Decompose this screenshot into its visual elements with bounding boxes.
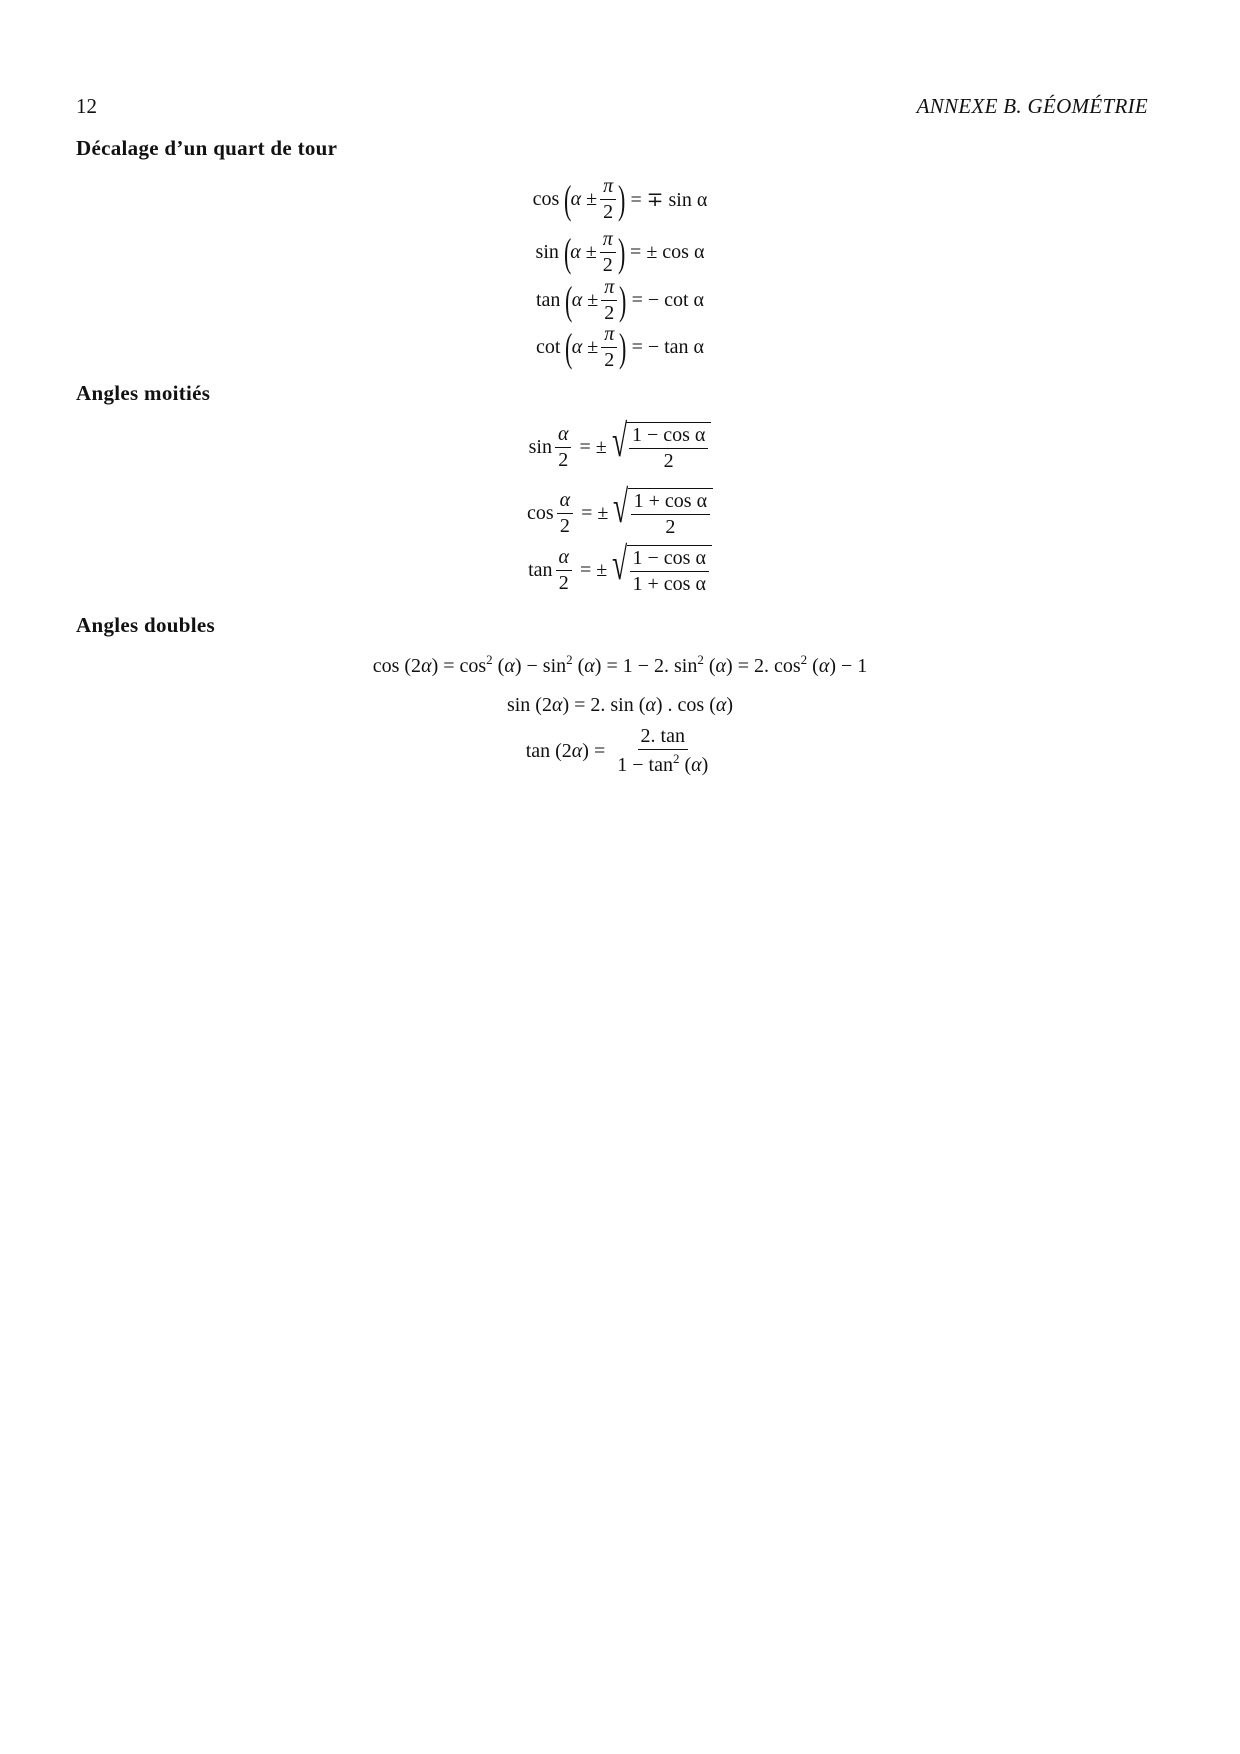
equation-sin-half: sin $\frac{\alpha}{2}$ = ± √ $\frac{\text{1 − cos α}}{2}$ — [0, 422, 1240, 472]
equation-cot-shift: cot ( α ± $\frac{\pi}{2}$ ) = − tan α — [535, 323, 705, 371]
equation-cos-double: $\cos (2\alpha) = \cos^2 (\alpha) - \sin^2 (\alpha) = 1 - 2$. $\sin^2 (\alpha) = 2$. $\cos^2 (\alpha) - 1$ — [372, 652, 868, 677]
section-title-quarter-turn: Décalage d’un quart de tour — [76, 136, 338, 160]
page-number: 12 — [76, 94, 97, 118]
equation-cos-half: cos $\frac{\alpha}{2}$ = ± √ $\frac{\text{1 + cos α}}{2}$ — [0, 488, 1240, 538]
section-title-half-angles: Angles moitiés — [76, 381, 211, 405]
equation-sin-shift: sin ( α ± $\frac{\pi}{2}$ ) = ± cos α — [535, 228, 705, 276]
equation-cos-shift: cos ( α ± $\frac{\pi}{2}$ ) = ∓ sin α — [532, 175, 708, 223]
running-header: ANNEXE B. GÉOMÉTRIE — [916, 94, 1148, 118]
section-title-double-angles: Angles doubles — [76, 613, 215, 637]
equation-sin-double: sin (2α) = 2. sin (α) . cos (α) — [506, 694, 734, 716]
equation-tan-half: tan $\frac{\alpha}{2}$ = ± √ $\frac{\text{1 − cos α}}{\text{1 + cos α}}$ — [0, 545, 1240, 595]
equation-tan-double: tan (2α) = $\frac{2. \tan}{1 - \tan^2 (\alpha)}$ — [525, 725, 709, 776]
equation-tan-shift: tan ( α ± $\frac{\pi}{2}$ ) = − cot α — [535, 276, 705, 324]
